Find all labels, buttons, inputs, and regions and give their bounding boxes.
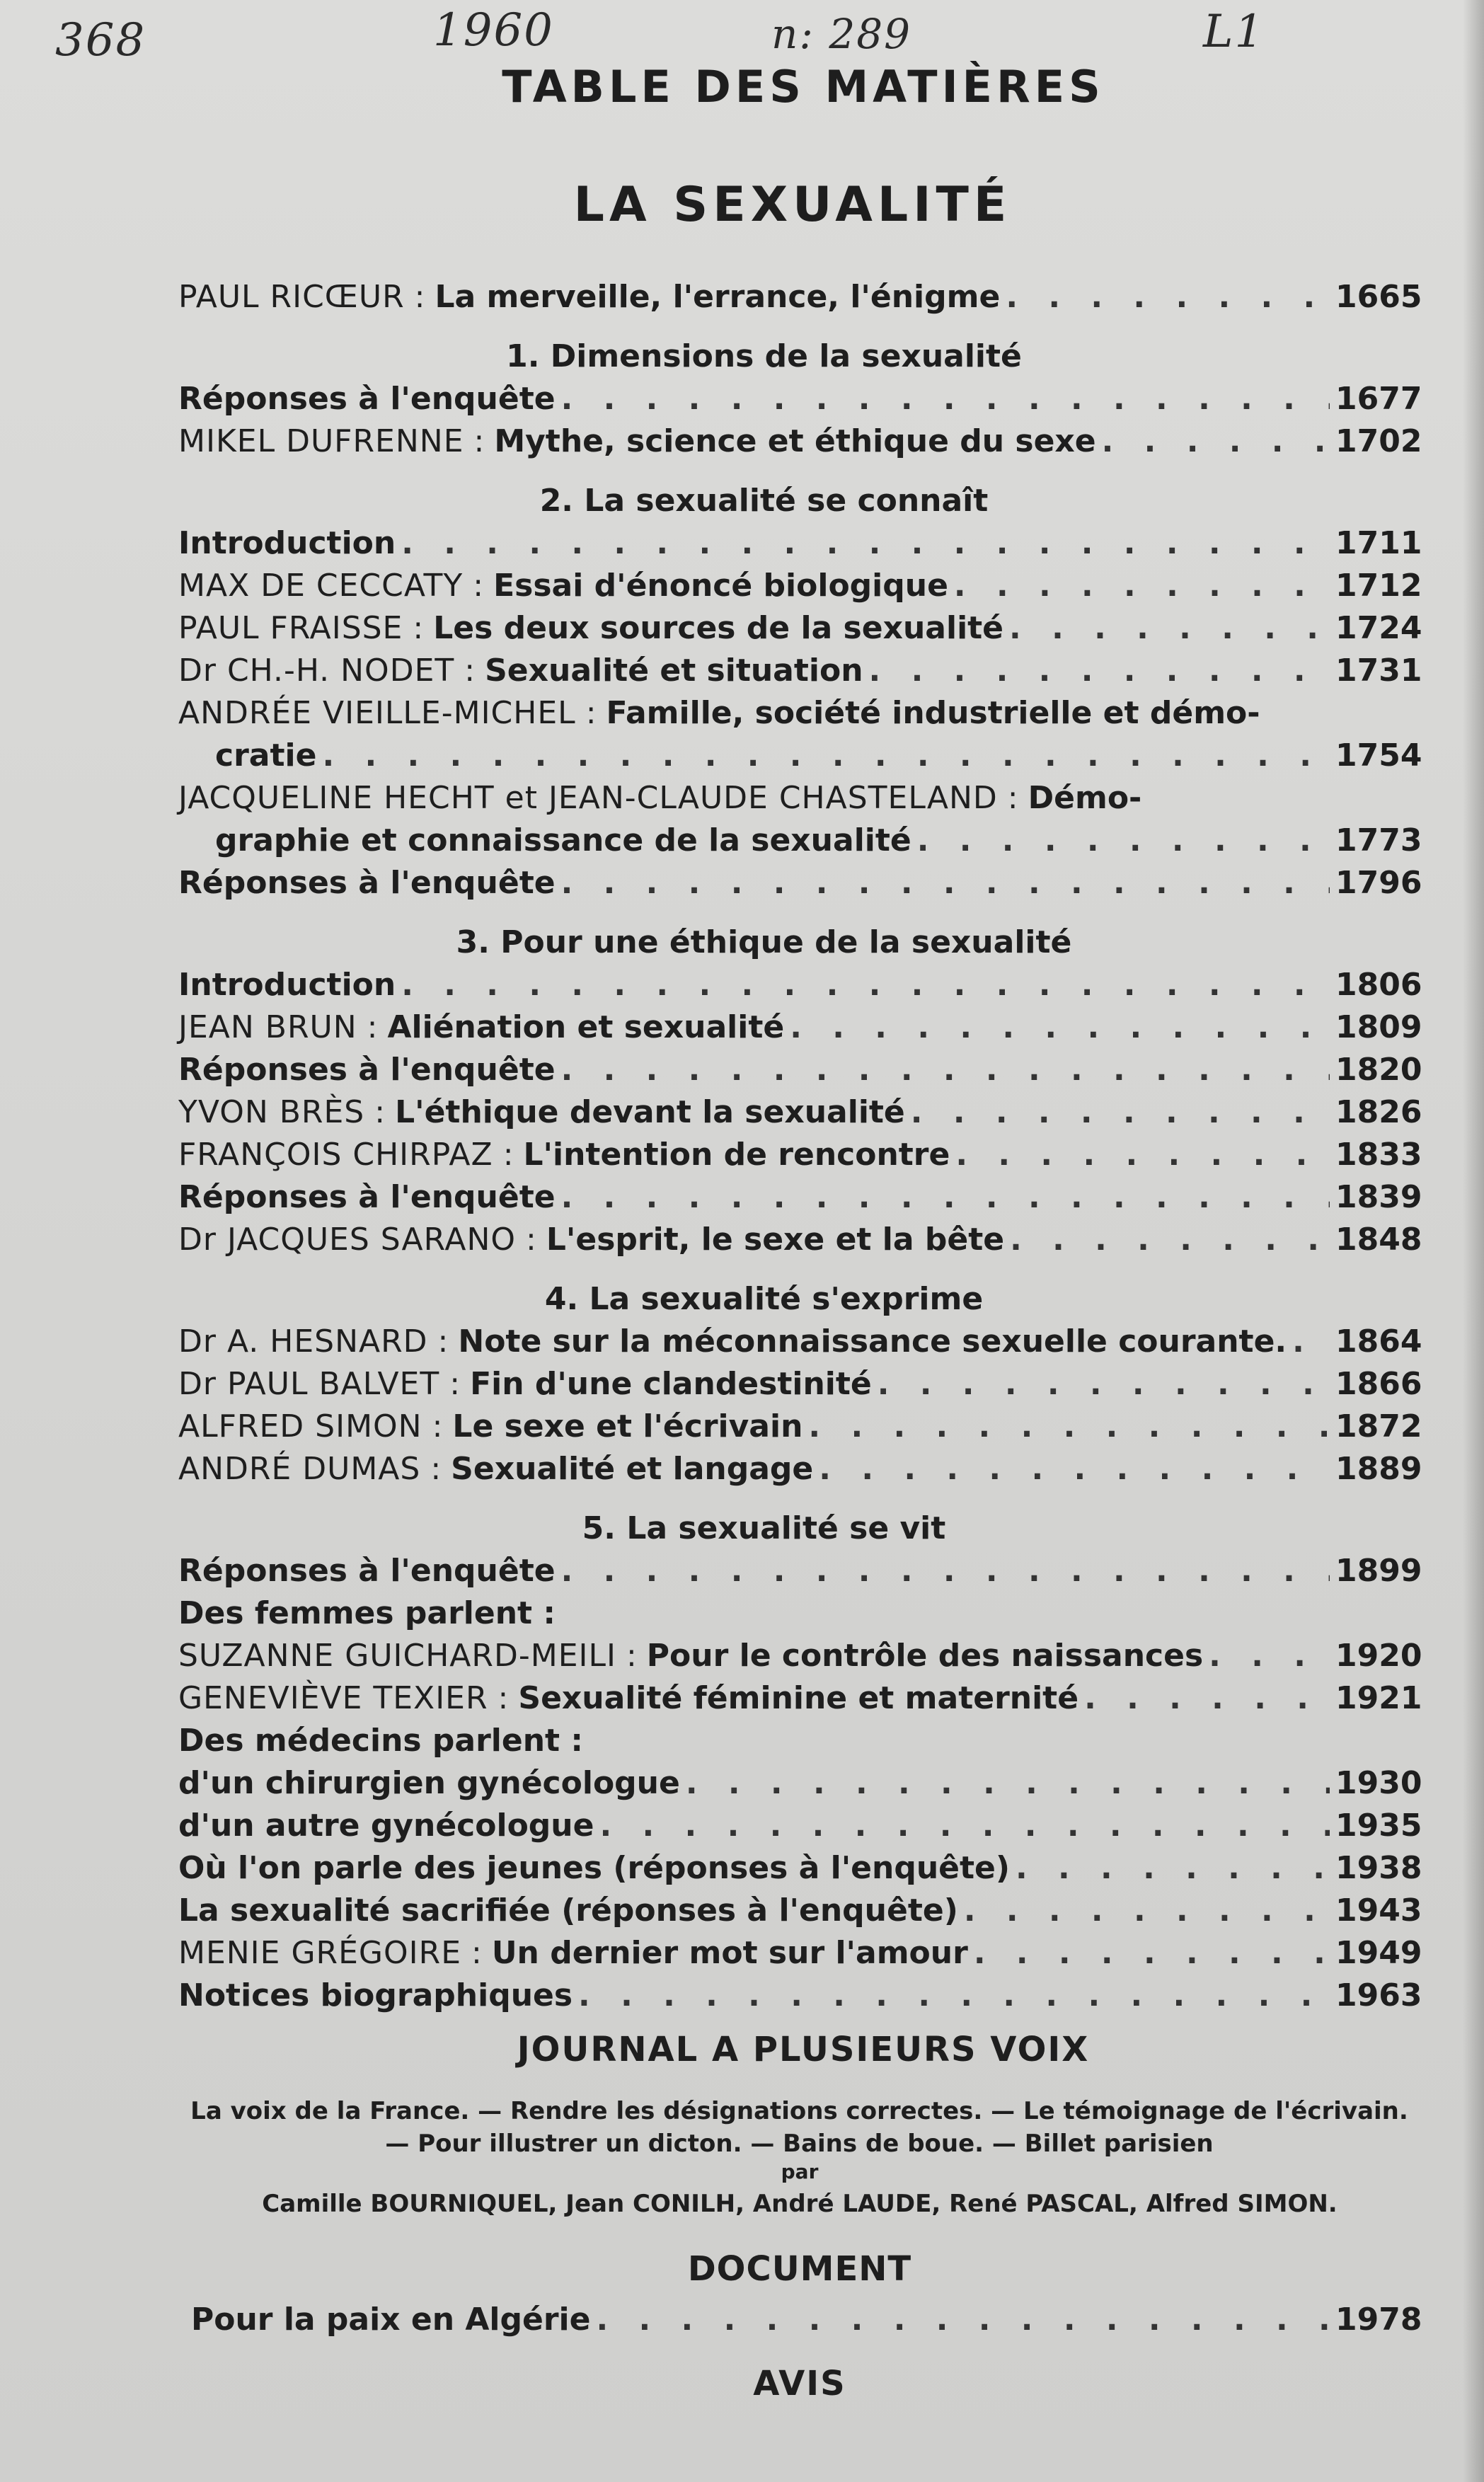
toc-author: Dr CH.-H. NODET <box>178 653 455 689</box>
toc-entry-continuation <box>178 820 1422 862</box>
toc-entry <box>178 964 1422 1006</box>
toc-title: Des femmes parlent : <box>178 1595 556 1631</box>
toc-page-number: 1712 <box>1335 568 1422 604</box>
leader-dots <box>1084 1677 1330 1720</box>
toc-title: Sexualité et situation <box>485 653 863 689</box>
toc-entry <box>178 777 1413 820</box>
toc-separator: : <box>473 423 485 459</box>
handwritten-mark: L1 <box>1203 6 1265 58</box>
toc-title: La sexualité sacrifiée (réponses à l'enquête) <box>178 1892 958 1929</box>
toc-title: Pour la paix en Algérie <box>191 2302 591 2338</box>
toc-title: Introduction <box>178 967 396 1003</box>
leader-dots <box>1009 607 1330 650</box>
toc-entry <box>178 1176 1422 1219</box>
toc-author: SUZANNE GUICHARD-MEILI <box>178 1638 616 1674</box>
handwritten-year: 1960 <box>433 4 554 57</box>
toc-title: Sexualité féminine et maternité <box>518 1680 1079 1716</box>
toc-title: Démo- <box>1028 780 1142 816</box>
leader-dots <box>561 862 1330 904</box>
toc-entry <box>178 1134 1422 1176</box>
toc-title: Mythe, science et éthique du sexe <box>494 423 1096 459</box>
toc-separator: : <box>471 1935 482 1971</box>
toc-entry <box>178 692 1413 735</box>
toc-page-number: 1754 <box>1335 737 1422 774</box>
toc-title-continuation: graphie et connaissance de la sexualité <box>215 822 911 858</box>
toc-title: Réponses à l'enquête <box>178 865 556 901</box>
toc-title: Où l'on parle des jeunes (réponses à l'enquête) <box>178 1850 1010 1886</box>
table-of-contents <box>178 276 1422 2017</box>
toc-entry <box>178 420 1422 463</box>
leader-dots <box>561 1049 1330 1091</box>
leader-dots <box>1209 1635 1330 1677</box>
toc-page-number: 1731 <box>1335 653 1422 689</box>
toc-page-number: 1930 <box>1335 1765 1422 1801</box>
leader-dots <box>322 735 1330 777</box>
toc-title: Réponses à l'enquête <box>178 1052 556 1088</box>
leader-dots <box>401 964 1330 1006</box>
toc-separator: : <box>432 1408 443 1444</box>
toc-separator: : <box>497 1680 509 1716</box>
toc-separator: : <box>430 1451 442 1487</box>
leader-dots <box>878 1363 1330 1406</box>
toc-entry <box>178 1847 1422 1890</box>
handwritten-issue-number: n: 289 <box>771 10 912 58</box>
leader-dots <box>578 1975 1330 2017</box>
toc-title: Réponses à l'enquête <box>178 1179 556 1215</box>
leader-dots <box>954 565 1330 607</box>
toc-entry <box>178 1677 1422 1720</box>
toc-separator: : <box>449 1366 461 1402</box>
toc-author: GENEVIÈVE TEXIER <box>178 1680 488 1716</box>
toc-entry <box>178 1890 1422 1932</box>
toc-entry <box>178 1049 1422 1091</box>
toc-separator: : <box>626 1638 637 1674</box>
section-heading: 2. La sexualité se connaît <box>539 483 989 519</box>
journal-title: JOURNAL A PLUSIEURS VOIX <box>517 2030 1090 2069</box>
toc-page-number: 1963 <box>1335 1977 1422 2013</box>
toc-page-number: 1899 <box>1335 1553 1422 1589</box>
toc-title: Famille, société industrielle et démo- <box>606 695 1260 731</box>
section-heading: 5. La sexualité se vit <box>582 1510 946 1546</box>
page-edge-shadow <box>1463 0 1484 2482</box>
toc-title: Pour le contrôle des naissances <box>646 1638 1204 1674</box>
toc-title: d'un chirurgien gynécologue <box>178 1765 680 1801</box>
toc-separator: : <box>414 279 425 315</box>
journal-contents: La voix de la France. — Rendre les désignations correctes. — Le témoignage de l'écrivain. — Pour illustrer un dicton. — Bains de boue. — Billet parisien <box>190 2097 1408 2158</box>
toc-page-number: 1866 <box>1335 1366 1422 1402</box>
toc-author: YVON BRÈS <box>178 1094 365 1130</box>
toc-entry-continuation <box>178 735 1422 777</box>
toc-title-continuation: cratie <box>215 737 317 774</box>
toc-title: Des médecins parlent : <box>178 1723 583 1759</box>
toc-page-number: 1809 <box>1335 1009 1422 1045</box>
toc-page-number: 1833 <box>1335 1137 1422 1173</box>
leader-dots <box>1292 1321 1330 1363</box>
toc-author: ALFRED SIMON <box>178 1408 422 1444</box>
toc-entry <box>178 1091 1422 1134</box>
toc-author: Dr PAUL BALVET <box>178 1366 440 1402</box>
toc-page-number: 1949 <box>1335 1935 1422 1971</box>
toc-page-number: 1826 <box>1335 1094 1422 1130</box>
toc-title: L'intention de rencontre <box>523 1137 950 1173</box>
leader-dots <box>561 378 1330 420</box>
toc-title: Les deux sources de la sexualité <box>433 610 1004 646</box>
toc-author: MAX DE CECCATY <box>178 568 464 604</box>
toc-page-number: 1820 <box>1335 1052 1422 1088</box>
leader-dots <box>964 1890 1330 1932</box>
toc-entry <box>178 862 1422 904</box>
toc-title: Réponses à l'enquête <box>178 1553 556 1589</box>
toc-page-number: 1724 <box>1335 610 1422 646</box>
toc-entry <box>178 1805 1422 1847</box>
toc-entry <box>178 1550 1422 1592</box>
leader-dots <box>596 2299 1330 2341</box>
leader-dots <box>1102 420 1330 463</box>
toc-entry <box>178 650 1422 692</box>
toc-page-number: 1943 <box>1335 1892 1422 1929</box>
leader-dots <box>819 1448 1330 1490</box>
toc-page-number: 1920 <box>1335 1638 1422 1674</box>
toc-separator: : <box>1007 780 1018 816</box>
leader-dots <box>1006 276 1330 318</box>
toc-author: Dr A. HESNARD <box>178 1323 428 1360</box>
toc-title: Aliénation et sexualité <box>387 1009 785 1045</box>
toc-page-number: 1839 <box>1335 1179 1422 1215</box>
toc-entry <box>178 1975 1422 2017</box>
toc-author: JACQUELINE HECHT et JEAN-CLAUDE CHASTELAND <box>178 780 998 816</box>
toc-page-number: 1677 <box>1335 381 1422 417</box>
toc-title: La merveille, l'errance, l'énigme <box>435 279 1001 315</box>
page-title: TABLE DES MATIÈRES <box>502 61 1105 113</box>
leader-dots <box>561 1176 1330 1219</box>
document-title: DOCUMENT <box>687 2249 912 2289</box>
toc-title: Fin d'une clandestinité <box>470 1366 872 1402</box>
toc-separator: : <box>585 695 597 731</box>
section-heading: 3. Pour une éthique de la sexualité <box>456 924 1072 960</box>
toc-author: FRANÇOIS CHIRPAZ <box>178 1137 493 1173</box>
toc-author: MENIE GRÉGOIRE <box>178 1935 461 1971</box>
toc-author: PAUL FRAISSE <box>178 610 403 646</box>
toc-entry <box>178 1592 1413 1635</box>
leader-dots <box>869 650 1330 692</box>
toc-page-number: 1938 <box>1335 1850 1422 1886</box>
toc-separator: : <box>437 1323 449 1360</box>
leader-dots <box>974 1932 1330 1975</box>
toc-page-number: 1796 <box>1335 865 1422 901</box>
toc-entry <box>178 1635 1422 1677</box>
toc-title: Notices biographiques <box>178 1977 573 2013</box>
leader-dots <box>911 1091 1330 1134</box>
toc-page-number: 1872 <box>1335 1408 1422 1444</box>
toc-title: Le sexe et l'écrivain <box>452 1408 803 1444</box>
toc-title: Note sur la méconnaissance sexuelle courante. <box>458 1323 1287 1360</box>
toc-author: MIKEL DUFRENNE <box>178 423 464 459</box>
toc-entry <box>178 276 1422 318</box>
toc-entry <box>178 1406 1422 1448</box>
leader-dots <box>955 1134 1330 1176</box>
toc-page-number: 1978 <box>1335 2302 1422 2338</box>
toc-author: ANDRÉE VIEILLE-MICHEL <box>178 695 576 731</box>
toc-page-number: 1848 <box>1335 1222 1422 1258</box>
toc-entry <box>178 1762 1422 1805</box>
toc-sections <box>178 335 1422 2017</box>
leader-dots <box>790 1006 1330 1049</box>
toc-author: JEAN BRUN <box>178 1009 357 1045</box>
toc-page-number: 1935 <box>1335 1808 1422 1844</box>
toc-entry <box>178 1932 1422 1975</box>
journal-authors: Camille BOURNIQUEL, Jean CONILH, André LAUDE, René PASCAL, Alfred SIMON. <box>262 2190 1338 2218</box>
toc-author: Dr JACQUES SARANO <box>178 1222 517 1258</box>
toc-page-number: 1889 <box>1335 1451 1422 1487</box>
toc-entry <box>178 1321 1422 1363</box>
toc-page-number: 1864 <box>1335 1323 1422 1360</box>
leader-dots <box>561 1550 1330 1592</box>
toc-title: d'un autre gynécologue <box>178 1808 594 1844</box>
avis-heading: AVIS <box>753 2364 846 2403</box>
leader-dots <box>599 1805 1330 1847</box>
leader-dots <box>917 820 1330 862</box>
toc-page-number: 1773 <box>1335 822 1422 858</box>
toc-page-number: 1806 <box>1335 967 1422 1003</box>
toc-separator: : <box>413 610 424 646</box>
toc-separator: : <box>502 1137 514 1173</box>
section-heading: 4. La sexualité s'exprime <box>544 1281 984 1317</box>
toc-separator: : <box>374 1094 386 1130</box>
toc-title: Réponses à l'enquête <box>178 381 556 417</box>
toc-title: Un dernier mot sur l'amour <box>491 1935 968 1971</box>
toc-entry <box>178 607 1422 650</box>
toc-entry <box>178 1006 1422 1049</box>
toc-separator: : <box>473 568 484 604</box>
toc-separator: : <box>526 1222 536 1258</box>
toc-entry <box>178 565 1422 607</box>
toc-entry <box>178 378 1422 420</box>
toc-entry <box>178 1720 1413 1762</box>
theme-title: LA SEXUALITÉ <box>573 177 1012 233</box>
toc-author: ANDRÉ DUMAS <box>178 1451 421 1487</box>
toc-page-number: 1921 <box>1335 1680 1422 1716</box>
leader-dots <box>401 522 1330 565</box>
toc-entry <box>178 1219 1422 1261</box>
leader-dots <box>1010 1219 1330 1261</box>
handwritten-page-number: 368 <box>55 14 146 67</box>
document-entry <box>191 2299 1422 2341</box>
toc-author: PAUL RICŒUR <box>178 279 405 315</box>
toc-separator: : <box>464 653 476 689</box>
section-heading: 1. Dimensions de la sexualité <box>506 338 1022 374</box>
toc-title: L'esprit, le sexe et la bête <box>546 1222 1005 1258</box>
toc-entry <box>178 1448 1422 1490</box>
leader-dots <box>1016 1847 1330 1890</box>
toc-title: Introduction <box>178 525 396 561</box>
leader-dots <box>808 1406 1330 1448</box>
toc-title: L'éthique devant la sexualité <box>395 1094 905 1130</box>
toc-separator: : <box>367 1009 378 1045</box>
toc-page-number: 1702 <box>1335 423 1422 459</box>
journal-par: par <box>781 2160 819 2183</box>
toc-page-number: 1665 <box>1335 279 1422 315</box>
toc-page-number: 1711 <box>1335 525 1422 561</box>
toc-title: Sexualité et langage <box>451 1451 814 1487</box>
leader-dots <box>686 1762 1330 1805</box>
toc-entry <box>178 522 1422 565</box>
toc-entry <box>178 1363 1422 1406</box>
toc-title: Essai d'énoncé biologique <box>493 568 948 604</box>
